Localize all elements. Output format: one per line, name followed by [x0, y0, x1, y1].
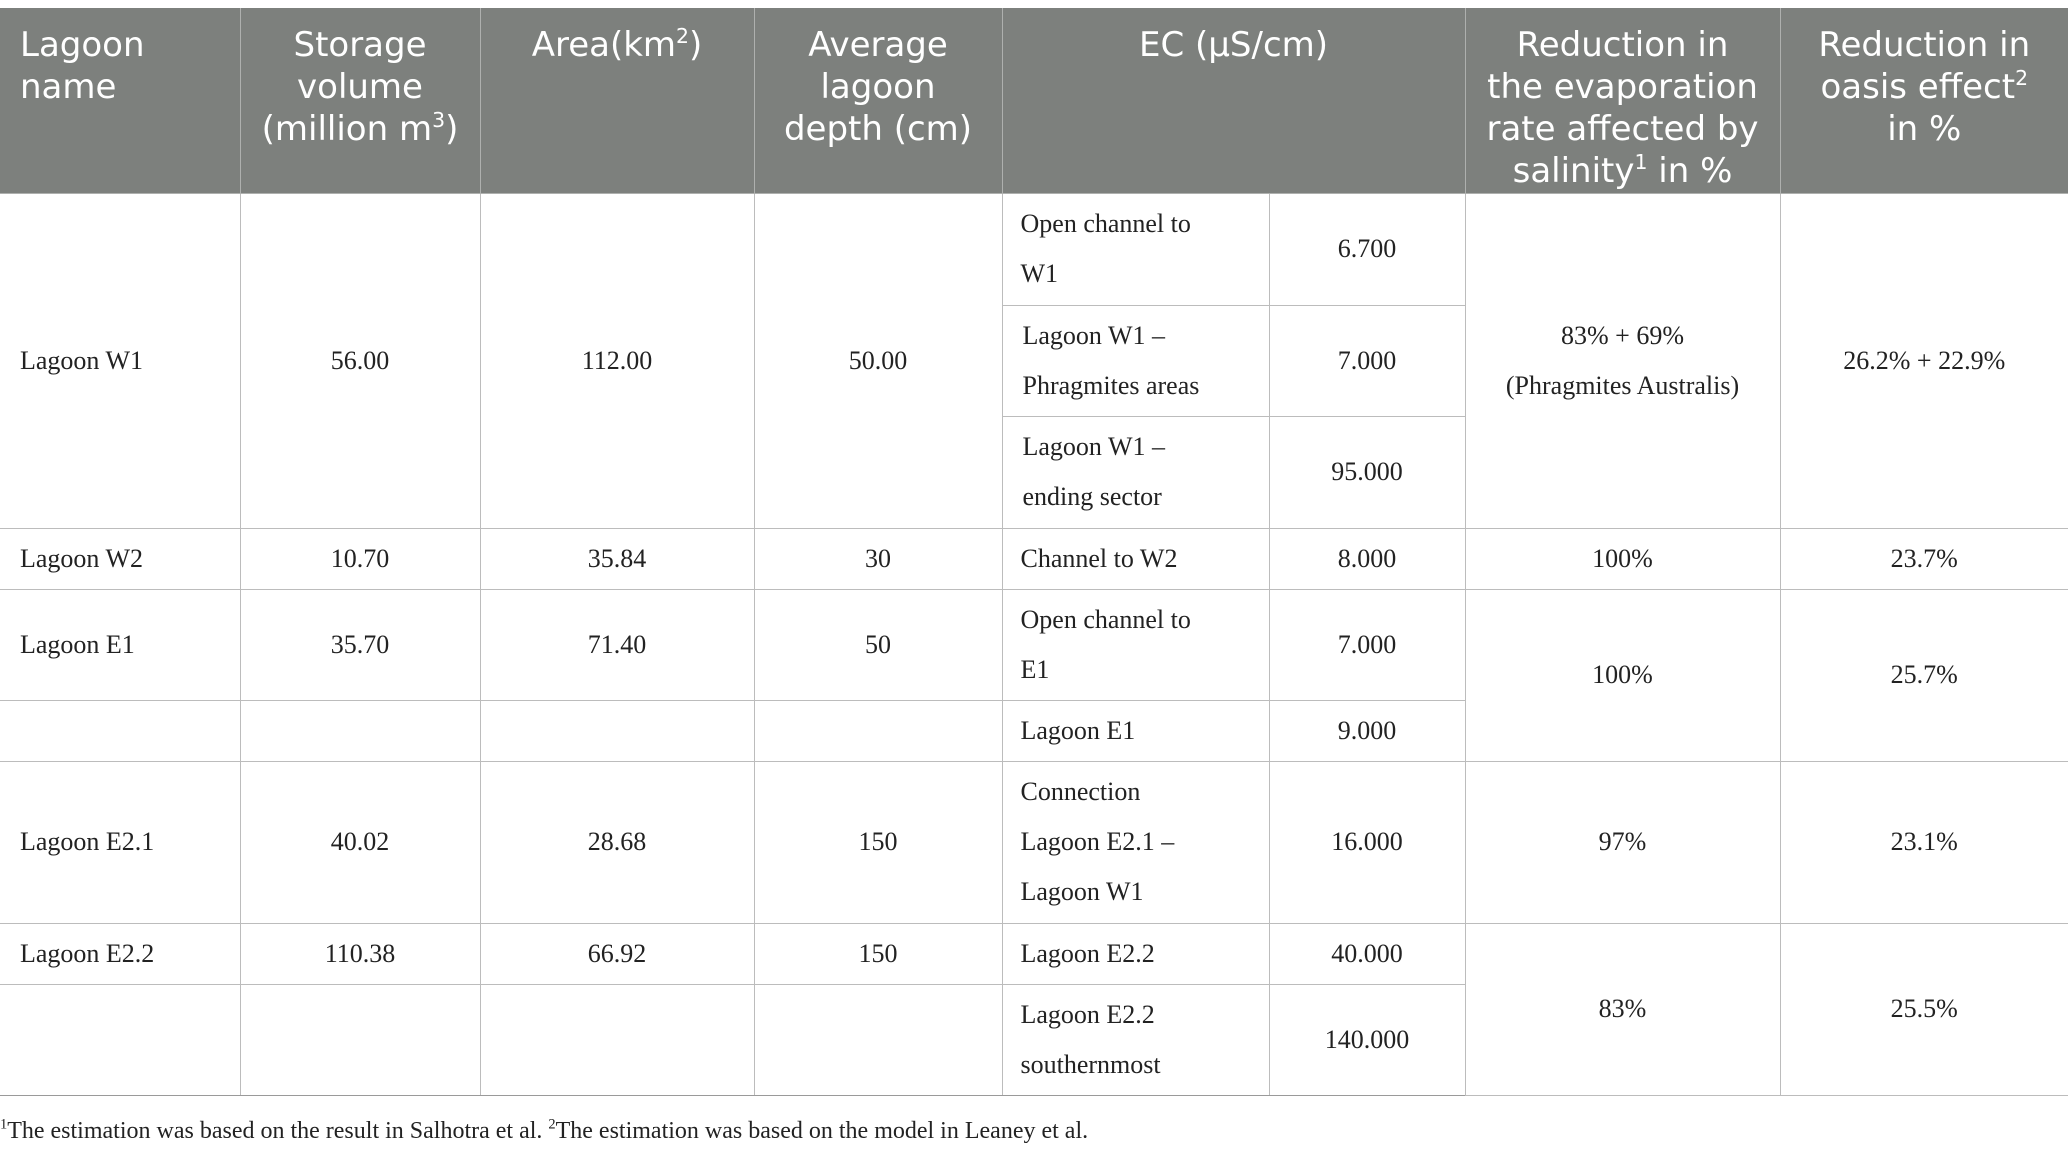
cell-ec-value: 16.000	[1269, 761, 1465, 923]
cell-evaporation: 83%	[1465, 923, 1780, 1095]
cell-oasis: 25.5%	[1780, 923, 2068, 1095]
cell-ec-value: 95.000	[1269, 416, 1465, 528]
cell-lagoon-name: Lagoon W2	[0, 528, 240, 589]
cell-lagoon-name: Lagoon E1	[0, 589, 240, 700]
cell-depth: 30	[754, 528, 1002, 589]
cell-ec-label: Connection Lagoon E2.1 – Lagoon W1	[1002, 761, 1269, 923]
cell-empty	[0, 700, 240, 761]
cell-storage: 110.38	[240, 923, 480, 984]
table-row	[0, 589, 2068, 700]
cell-evaporation: 100%	[1465, 589, 1780, 761]
cell-empty	[480, 984, 754, 1095]
cell-ec-label: Lagoon E2.2 southernmost	[1002, 984, 1269, 1095]
header-ec: EC (μS/cm)	[1002, 8, 1465, 193]
cell-depth: 50.00	[754, 193, 1002, 528]
header-storage-volume: Storage volume (million $m^3$)	[240, 8, 480, 193]
cell-ec-value: 7.000	[1269, 305, 1465, 416]
header-reduction-oasis: Reduction in oasis effect$^2$ in %	[1780, 8, 2068, 193]
header-area: $Area(km^2)$	[480, 8, 754, 193]
cell-empty	[754, 700, 1002, 761]
cell-evaporation: 83% + 69% (Phragmites Australis)	[1465, 193, 1780, 528]
header-reduction-evaporation: Reduction in the evaporation rate affected by salinity$^1$ in %	[1465, 8, 1780, 193]
cell-lagoon-name: Lagoon E2.2	[0, 923, 240, 984]
cell-evaporation: 100%	[1465, 528, 1780, 589]
cell-storage: 40.02	[240, 761, 480, 923]
cell-storage: 56.00	[240, 193, 480, 528]
cell-ec-label: Channel to W2	[1002, 528, 1269, 589]
cell-depth: 50	[754, 589, 1002, 700]
cell-ec-value: 40.000	[1269, 923, 1465, 984]
cell-evaporation: 97%	[1465, 761, 1780, 923]
cell-depth: 150	[754, 923, 1002, 984]
table-row	[0, 528, 2068, 589]
cell-ec-value: 8.000	[1269, 528, 1465, 589]
cell-ec-value: 6.700	[1269, 193, 1465, 305]
cell-empty	[754, 984, 1002, 1095]
table-row	[0, 193, 2068, 305]
cell-oasis: 23.7%	[1780, 528, 2068, 589]
cell-empty	[240, 984, 480, 1095]
cell-empty	[240, 700, 480, 761]
cell-empty	[0, 984, 240, 1095]
cell-area: 112.00	[480, 193, 754, 528]
table-row	[0, 761, 2068, 923]
cell-depth: 150	[754, 761, 1002, 923]
cell-lagoon-name: Lagoon W1	[0, 193, 240, 528]
header-average-depth: Average lagoon depth (cm)	[754, 8, 1002, 193]
cell-empty	[480, 700, 754, 761]
cell-oasis: 23.1%	[1780, 761, 2068, 923]
cell-storage: 10.70	[240, 528, 480, 589]
cell-ec-label: Lagoon E1	[1002, 700, 1269, 761]
header-lagoon-name: Lagoon name	[0, 8, 240, 193]
table-footnote: $^1$The estimation was based on the result in Salhotra et al. $^2$The estimation was based on the model in Leaney et al.	[0, 1116, 1089, 1144]
cell-ec-value: 140.000	[1269, 984, 1465, 1095]
cell-oasis: 25.7%	[1780, 589, 2068, 761]
cell-area: 66.92	[480, 923, 754, 984]
cell-ec-label: Lagoon E2.2	[1002, 923, 1269, 984]
table-row	[0, 923, 2068, 984]
cell-ec-value: 9.000	[1269, 700, 1465, 761]
header-row	[0, 8, 2068, 193]
cell-ec-label: Open channel to E1	[1002, 589, 1269, 700]
cell-ec-label: Open channel to W1	[1002, 193, 1269, 305]
cell-storage: 35.70	[240, 589, 480, 700]
cell-lagoon-name: Lagoon E2.1	[0, 761, 240, 923]
cell-ec-label: Lagoon W1 – Phragmites areas	[1002, 305, 1269, 416]
cell-area: 35.84	[480, 528, 754, 589]
cell-area: 28.68	[480, 761, 754, 923]
cell-ec-label: Lagoon W1 – ending sector	[1002, 416, 1269, 528]
cell-oasis: 26.2% + 22.9%	[1780, 193, 2068, 528]
cell-area: 71.40	[480, 589, 754, 700]
lagoon-table	[0, 8, 2068, 1096]
lagoon-table-container	[0, 8, 2068, 1096]
cell-ec-value: 7.000	[1269, 589, 1465, 700]
